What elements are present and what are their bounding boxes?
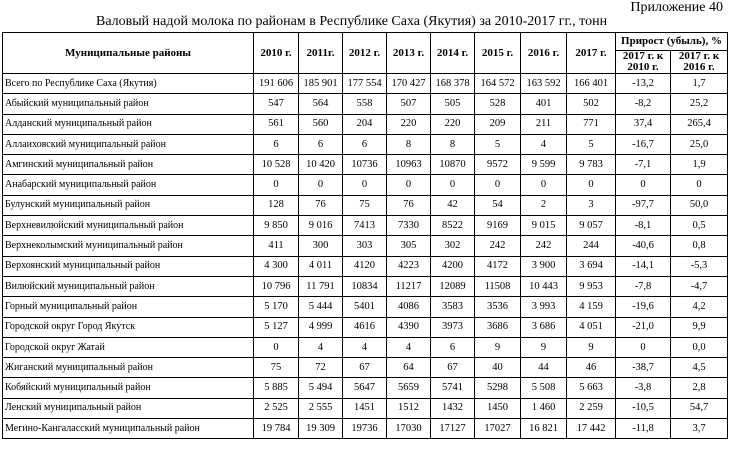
yield-value-cell: 10 796 (254, 276, 299, 296)
yield-value-cell: 4 999 (299, 317, 343, 337)
table-row (3, 297, 728, 317)
yield-value-cell: 4616 (343, 317, 387, 337)
growth-value-cell: -8,2 (616, 94, 671, 114)
yield-value-cell: 3973 (431, 317, 475, 337)
yield-value-cell: 300 (299, 236, 343, 256)
header-year: 2017 г. (567, 33, 616, 74)
yield-value-cell: 9169 (475, 216, 521, 236)
yield-value-cell: 3 900 (521, 256, 567, 276)
yield-value-cell: 5401 (343, 297, 387, 317)
yield-value-cell: 9 850 (254, 216, 299, 236)
district-name-cell: Всего по Республике Саха (Якутия) (3, 74, 254, 94)
table-row (3, 236, 728, 256)
yield-value-cell: 11508 (475, 276, 521, 296)
yield-value-cell: 19 309 (299, 419, 343, 439)
yield-value-cell: 5298 (475, 378, 521, 398)
yield-value-cell: 6 (343, 134, 387, 154)
yield-value-cell: 242 (475, 236, 521, 256)
table-row (3, 337, 728, 357)
yield-value-cell: 244 (567, 236, 616, 256)
district-name-cell: Аллаиховский муниципальный район (3, 134, 254, 154)
table-row (3, 114, 728, 134)
table-row (3, 378, 728, 398)
yield-value-cell: 305 (387, 236, 431, 256)
yield-value-cell: 2 259 (567, 398, 616, 418)
yield-value-cell: 5 444 (299, 297, 343, 317)
yield-value-cell: 9 016 (299, 216, 343, 236)
yield-value-cell: 9 953 (567, 276, 616, 296)
yield-value-cell: 191 606 (254, 74, 299, 94)
header-year: 2013 г. (387, 33, 431, 74)
growth-value-cell: -40,6 (616, 236, 671, 256)
yield-value-cell: 40 (475, 358, 521, 378)
growth-value-cell: -7,8 (616, 276, 671, 296)
yield-value-cell: 4 (521, 134, 567, 154)
yield-value-cell: 211 (521, 114, 567, 134)
yield-value-cell: 17 442 (567, 419, 616, 439)
growth-value-cell: -21,0 (616, 317, 671, 337)
yield-value-cell: 561 (254, 114, 299, 134)
yield-value-cell: 505 (431, 94, 475, 114)
table-row (3, 195, 728, 215)
district-name-cell: Булунский муниципальный район (3, 195, 254, 215)
yield-value-cell: 3 694 (567, 256, 616, 276)
district-name-cell: Верхневилюйский муниципальный район (3, 216, 254, 236)
district-name-cell: Городской округ Жатай (3, 337, 254, 357)
yield-value-cell: 185 901 (299, 74, 343, 94)
yield-value-cell: 3536 (475, 297, 521, 317)
yield-value-cell: 5647 (343, 378, 387, 398)
district-name-cell: Жиганский муниципальный район (3, 358, 254, 378)
yield-value-cell: 10 443 (521, 276, 567, 296)
growth-value-cell: 4,2 (671, 297, 728, 317)
yield-value-cell: 128 (254, 195, 299, 215)
table-body (3, 74, 728, 439)
yield-value-cell: 5 494 (299, 378, 343, 398)
yield-value-cell: 9 (475, 337, 521, 357)
yield-value-cell: 3686 (475, 317, 521, 337)
yield-value-cell: 3 993 (521, 297, 567, 317)
yield-value-cell: 1432 (431, 398, 475, 418)
growth-value-cell: 265,4 (671, 114, 728, 134)
yield-value-cell: 502 (567, 94, 616, 114)
growth-value-cell: -14,1 (616, 256, 671, 276)
yield-value-cell: 17127 (431, 419, 475, 439)
yield-value-cell: 54 (475, 195, 521, 215)
yield-value-cell: 17030 (387, 419, 431, 439)
yield-value-cell: 9 599 (521, 155, 567, 175)
table-row (3, 94, 728, 114)
table-row (3, 134, 728, 154)
yield-value-cell: 5 127 (254, 317, 299, 337)
yield-value-cell: 1512 (387, 398, 431, 418)
growth-value-cell: 3,7 (671, 419, 728, 439)
growth-value-cell: 0,5 (671, 216, 728, 236)
district-name-cell: Анабарский муниципальный район (3, 175, 254, 195)
yield-value-cell: 220 (387, 114, 431, 134)
district-name-cell: Абыйский муниципальный район (3, 94, 254, 114)
yield-value-cell: 204 (343, 114, 387, 134)
yield-value-cell: 11 791 (299, 276, 343, 296)
growth-value-cell: -4,7 (671, 276, 728, 296)
yield-value-cell: 6 (299, 134, 343, 154)
yield-value-cell: 302 (431, 236, 475, 256)
growth-value-cell: -16,7 (616, 134, 671, 154)
yield-value-cell: 0 (521, 175, 567, 195)
yield-value-cell: 1451 (343, 398, 387, 418)
yield-value-cell: 507 (387, 94, 431, 114)
growth-value-cell: -97,7 (616, 195, 671, 215)
growth-value-cell: 0,0 (671, 337, 728, 357)
yield-value-cell: 242 (521, 236, 567, 256)
header-year: 2015 г. (475, 33, 521, 74)
yield-value-cell: 177 554 (343, 74, 387, 94)
yield-value-cell: 2 525 (254, 398, 299, 418)
yield-value-cell: 4120 (343, 256, 387, 276)
yield-value-cell: 0 (343, 175, 387, 195)
yield-value-cell: 528 (475, 94, 521, 114)
yield-value-cell: 401 (521, 94, 567, 114)
growth-value-cell: 1,7 (671, 74, 728, 94)
yield-value-cell: 168 378 (431, 74, 475, 94)
yield-value-cell: 19 784 (254, 419, 299, 439)
growth-value-cell: 54,7 (671, 398, 728, 418)
growth-value-cell: -3,8 (616, 378, 671, 398)
yield-value-cell: 9 (521, 337, 567, 357)
yield-value-cell: 16 821 (521, 419, 567, 439)
yield-value-cell: 164 572 (475, 74, 521, 94)
yield-value-cell: 4172 (475, 256, 521, 276)
district-name-cell: Горный муниципальный район (3, 297, 254, 317)
growth-value-cell: 37,4 (616, 114, 671, 134)
header-growth: Прирост (убыль), % (616, 33, 728, 51)
milk-yield-table (2, 32, 728, 439)
yield-value-cell: 10 420 (299, 155, 343, 175)
growth-value-cell: -11,8 (616, 419, 671, 439)
growth-value-cell: 0,8 (671, 236, 728, 256)
table-row (3, 317, 728, 337)
yield-value-cell: 11217 (387, 276, 431, 296)
yield-value-cell: 0 (567, 175, 616, 195)
yield-value-cell: 72 (299, 358, 343, 378)
yield-value-cell: 5 508 (521, 378, 567, 398)
yield-value-cell: 10 528 (254, 155, 299, 175)
yield-value-cell: 4 (343, 337, 387, 357)
yield-value-cell: 170 427 (387, 74, 431, 94)
yield-value-cell: 166 401 (567, 74, 616, 94)
yield-value-cell: 9 (567, 337, 616, 357)
yield-value-cell: 3583 (431, 297, 475, 317)
table-row (3, 276, 728, 296)
yield-value-cell: 4 051 (567, 317, 616, 337)
header-year: 2012 г. (343, 33, 387, 74)
growth-value-cell: 0 (616, 175, 671, 195)
district-name-cell: Верхоянский муниципальный район (3, 256, 254, 276)
district-name-cell: Вилюйский муниципальный район (3, 276, 254, 296)
yield-value-cell: 67 (343, 358, 387, 378)
yield-value-cell: 7413 (343, 216, 387, 236)
growth-value-cell: -19,6 (616, 297, 671, 317)
district-name-cell: Ленский муниципальный район (3, 398, 254, 418)
yield-value-cell: 8 (431, 134, 475, 154)
growth-value-cell: -8,1 (616, 216, 671, 236)
header-year: 2016 г. (521, 33, 567, 74)
table-row (3, 358, 728, 378)
header-year: 2011г. (299, 33, 343, 74)
yield-value-cell: 771 (567, 114, 616, 134)
yield-value-cell: 0 (299, 175, 343, 195)
growth-value-cell: 25,2 (671, 94, 728, 114)
yield-value-cell: 560 (299, 114, 343, 134)
yield-value-cell: 75 (254, 358, 299, 378)
header-row (3, 33, 728, 51)
yield-value-cell: 209 (475, 114, 521, 134)
yield-value-cell: 0 (254, 337, 299, 357)
yield-value-cell: 46 (567, 358, 616, 378)
yield-value-cell: 3 (567, 195, 616, 215)
yield-value-cell: 9572 (475, 155, 521, 175)
yield-value-cell: 76 (387, 195, 431, 215)
yield-value-cell: 12089 (431, 276, 475, 296)
yield-value-cell: 220 (431, 114, 475, 134)
yield-value-cell: 8 (387, 134, 431, 154)
yield-value-cell: 10736 (343, 155, 387, 175)
district-name-cell: Верхнеколымский муниципальный район (3, 236, 254, 256)
yield-value-cell: 2 555 (299, 398, 343, 418)
growth-value-cell: -5,3 (671, 256, 728, 276)
yield-value-cell: 558 (343, 94, 387, 114)
yield-value-cell: 44 (521, 358, 567, 378)
growth-value-cell: 9,9 (671, 317, 728, 337)
document-title: Валовый надой молока по районам в Республике Саха (Якутия) за 2010-2017 гг., тонн (96, 14, 608, 29)
yield-value-cell: 564 (299, 94, 343, 114)
yield-value-cell: 4223 (387, 256, 431, 276)
yield-value-cell: 42 (431, 195, 475, 215)
table-row (3, 256, 728, 276)
appendix-label: Приложение 40 (630, 0, 723, 15)
yield-value-cell: 1450 (475, 398, 521, 418)
yield-value-cell: 7330 (387, 216, 431, 236)
yield-value-cell: 3 686 (521, 317, 567, 337)
district-name-cell: Кобяйский муниципальный район (3, 378, 254, 398)
growth-value-cell: -7,1 (616, 155, 671, 175)
yield-value-cell: 17027 (475, 419, 521, 439)
yield-value-cell: 10834 (343, 276, 387, 296)
yield-value-cell: 5 (567, 134, 616, 154)
yield-value-cell: 10963 (387, 155, 431, 175)
yield-value-cell: 76 (299, 195, 343, 215)
yield-value-cell: 5741 (431, 378, 475, 398)
yield-value-cell: 64 (387, 358, 431, 378)
growth-value-cell: -10,5 (616, 398, 671, 418)
table-row (3, 175, 728, 195)
yield-value-cell: 9 783 (567, 155, 616, 175)
yield-value-cell: 0 (475, 175, 521, 195)
yield-value-cell: 2 (521, 195, 567, 215)
growth-value-cell: 4,5 (671, 358, 728, 378)
header-year: 2010 г. (254, 33, 299, 74)
growth-value-cell: 1,9 (671, 155, 728, 175)
yield-value-cell: 163 592 (521, 74, 567, 94)
yield-value-cell: 5659 (387, 378, 431, 398)
yield-value-cell: 547 (254, 94, 299, 114)
growth-value-cell: -38,7 (616, 358, 671, 378)
yield-value-cell: 4 300 (254, 256, 299, 276)
yield-value-cell: 4 159 (567, 297, 616, 317)
yield-value-cell: 8522 (431, 216, 475, 236)
yield-value-cell: 75 (343, 195, 387, 215)
header-growth-2017-2016: 2017 г. к 2016 г. (671, 51, 728, 74)
yield-value-cell: 303 (343, 236, 387, 256)
table-row (3, 74, 728, 94)
yield-value-cell: 5 663 (567, 378, 616, 398)
yield-value-cell: 4 (299, 337, 343, 357)
yield-value-cell: 0 (431, 175, 475, 195)
district-name-cell: Мегино-Кангаласский муниципальный район (3, 419, 254, 439)
yield-value-cell: 6 (431, 337, 475, 357)
header-districts: Муниципальные районы (3, 33, 254, 74)
yield-value-cell: 6 (254, 134, 299, 154)
yield-value-cell: 5 170 (254, 297, 299, 317)
yield-value-cell: 5 885 (254, 378, 299, 398)
district-name-cell: Алданский муниципальный район (3, 114, 254, 134)
table-row (3, 398, 728, 418)
growth-value-cell: 0 (671, 175, 728, 195)
yield-value-cell: 19736 (343, 419, 387, 439)
yield-value-cell: 4086 (387, 297, 431, 317)
yield-value-cell: 4200 (431, 256, 475, 276)
yield-value-cell: 4 (387, 337, 431, 357)
yield-value-cell: 9 015 (521, 216, 567, 236)
yield-value-cell: 4390 (387, 317, 431, 337)
header-year: 2014 г. (431, 33, 475, 74)
yield-value-cell: 10870 (431, 155, 475, 175)
yield-value-cell: 9 057 (567, 216, 616, 236)
table-row (3, 155, 728, 175)
growth-value-cell: 0 (616, 337, 671, 357)
yield-value-cell: 411 (254, 236, 299, 256)
growth-value-cell: 25,0 (671, 134, 728, 154)
district-name-cell: Амгинский муниципальный район (3, 155, 254, 175)
growth-value-cell: -13,2 (616, 74, 671, 94)
yield-value-cell: 0 (254, 175, 299, 195)
table-row (3, 216, 728, 236)
yield-value-cell: 5 (475, 134, 521, 154)
yield-value-cell: 67 (431, 358, 475, 378)
yield-value-cell: 1 460 (521, 398, 567, 418)
district-name-cell: Городской округ Город Якутск (3, 317, 254, 337)
growth-value-cell: 2,8 (671, 378, 728, 398)
header-growth-2017-2010: 2017 г. к 2010 г. (616, 51, 671, 74)
yield-value-cell: 4 011 (299, 256, 343, 276)
table-row (3, 419, 728, 439)
growth-value-cell: 50,0 (671, 195, 728, 215)
yield-value-cell: 0 (387, 175, 431, 195)
